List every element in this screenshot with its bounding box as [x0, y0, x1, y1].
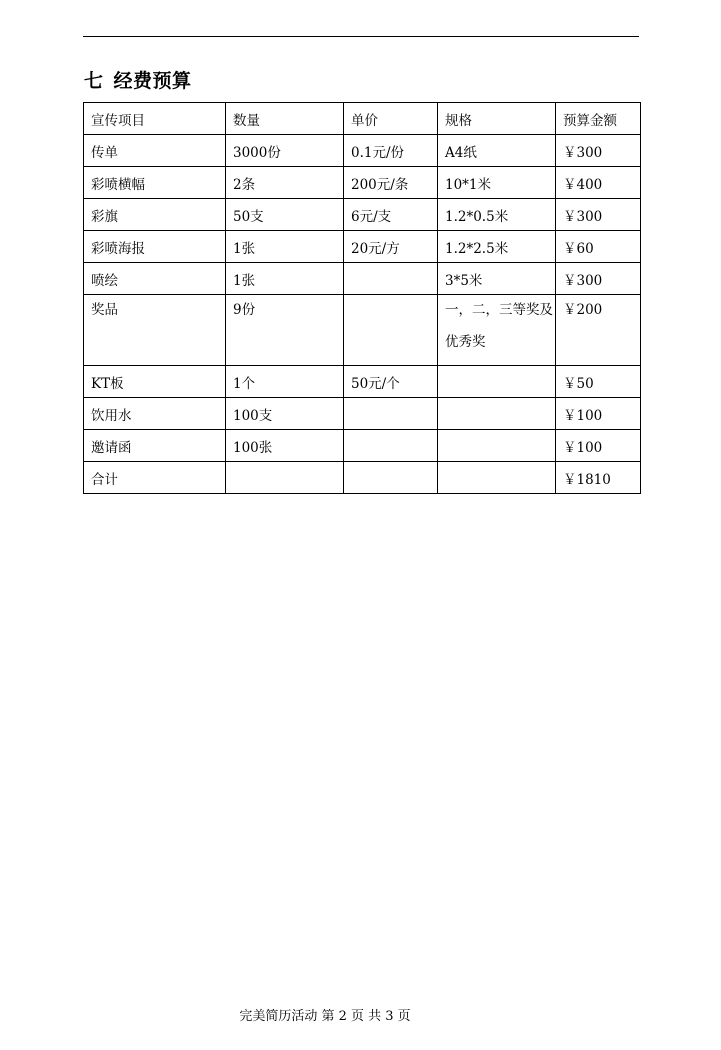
cell-item: 合计	[84, 462, 226, 494]
table-row	[84, 167, 641, 199]
cell-item: 传单	[84, 135, 226, 167]
table-row	[84, 263, 641, 295]
table-row	[84, 295, 641, 366]
cell-amount: ￥300	[556, 263, 641, 295]
cell-quantity-wrap	[226, 295, 344, 366]
cell-unit-price	[344, 398, 438, 430]
cell-spec: 10*1米	[438, 167, 556, 199]
cell-item: 彩喷横幅	[84, 167, 226, 199]
cell-unit-price: 0.1元/份	[344, 135, 438, 167]
cell-amount: ￥50	[556, 366, 641, 398]
cell-quantity: 100张	[226, 430, 344, 462]
cell-unit-price: 50元/个	[344, 366, 438, 398]
cell-spec: A4纸	[438, 135, 556, 167]
cell-quantity	[226, 462, 344, 494]
cell-unit-price	[344, 430, 438, 462]
cell-spec: 1.2*0.5米	[438, 199, 556, 231]
page-footer: 完美简历活动 第 2 页 共 3 页	[239, 1009, 411, 1024]
table-row	[84, 199, 641, 231]
header-unit-price: 单价	[344, 103, 438, 135]
header-rule	[83, 36, 639, 37]
cell-spec-wrap	[438, 295, 556, 366]
table-row	[84, 366, 641, 398]
cell-spec	[438, 366, 556, 398]
table-header-row	[84, 103, 641, 135]
cell-spec	[438, 462, 556, 494]
cell-amount: ￥100	[556, 430, 641, 462]
table-row	[84, 135, 641, 167]
cell-quantity: 9份	[233, 302, 256, 318]
cell-amount: ￥300	[556, 135, 641, 167]
cell-spec: 3*5米	[438, 263, 556, 295]
cell-quantity: 50支	[226, 199, 344, 231]
cell-quantity: 100支	[226, 398, 344, 430]
cell-spec	[438, 398, 556, 430]
header-amount: 预算金额	[556, 103, 641, 135]
cell-spec: 一，二，三等奖及优秀奖	[445, 302, 553, 350]
cell-unit-price: 20元/方	[344, 231, 438, 263]
cell-spec	[438, 430, 556, 462]
cell-unit-price	[344, 263, 438, 295]
cell-quantity: 1张	[226, 263, 344, 295]
cell-amount: ￥200	[563, 302, 603, 318]
table-row	[84, 430, 641, 462]
cell-item: KT板	[84, 366, 226, 398]
cell-amount: ￥100	[556, 398, 641, 430]
header-spec: 规格	[438, 103, 556, 135]
cell-quantity: 3000份	[226, 135, 344, 167]
section-title-text: 经费预算	[113, 70, 192, 92]
cell-item: 饮用水	[84, 398, 226, 430]
section-title	[84, 66, 192, 93]
cell-item: 彩旗	[84, 199, 226, 231]
cell-item: 彩喷海报	[84, 231, 226, 263]
cell-quantity: 2条	[226, 167, 344, 199]
table-row	[84, 398, 641, 430]
cell-item-wrap	[84, 295, 226, 366]
budget-table	[83, 102, 641, 494]
cell-amount: ￥1810	[556, 462, 641, 494]
cell-spec: 1.2*2.5米	[438, 231, 556, 263]
header-item: 宣传项目	[84, 103, 226, 135]
cell-amount: ￥400	[556, 167, 641, 199]
table-total-row	[84, 462, 641, 494]
table-row	[84, 231, 641, 263]
cell-quantity: 1张	[226, 231, 344, 263]
cell-unit-price	[344, 462, 438, 494]
cell-unit-price: 6元/支	[344, 199, 438, 231]
cell-amount-wrap	[556, 295, 641, 366]
header-quantity: 数量	[226, 103, 344, 135]
cell-amount: ￥60	[556, 231, 641, 263]
cell-unit-price-wrap	[344, 295, 438, 366]
section-number: 七	[84, 70, 104, 92]
cell-quantity: 1个	[226, 366, 344, 398]
cell-item: 奖品	[91, 302, 118, 318]
cell-amount: ￥300	[556, 199, 641, 231]
cell-unit-price: 200元/条	[344, 167, 438, 199]
cell-item: 喷绘	[84, 263, 226, 295]
cell-item: 邀请函	[84, 430, 226, 462]
